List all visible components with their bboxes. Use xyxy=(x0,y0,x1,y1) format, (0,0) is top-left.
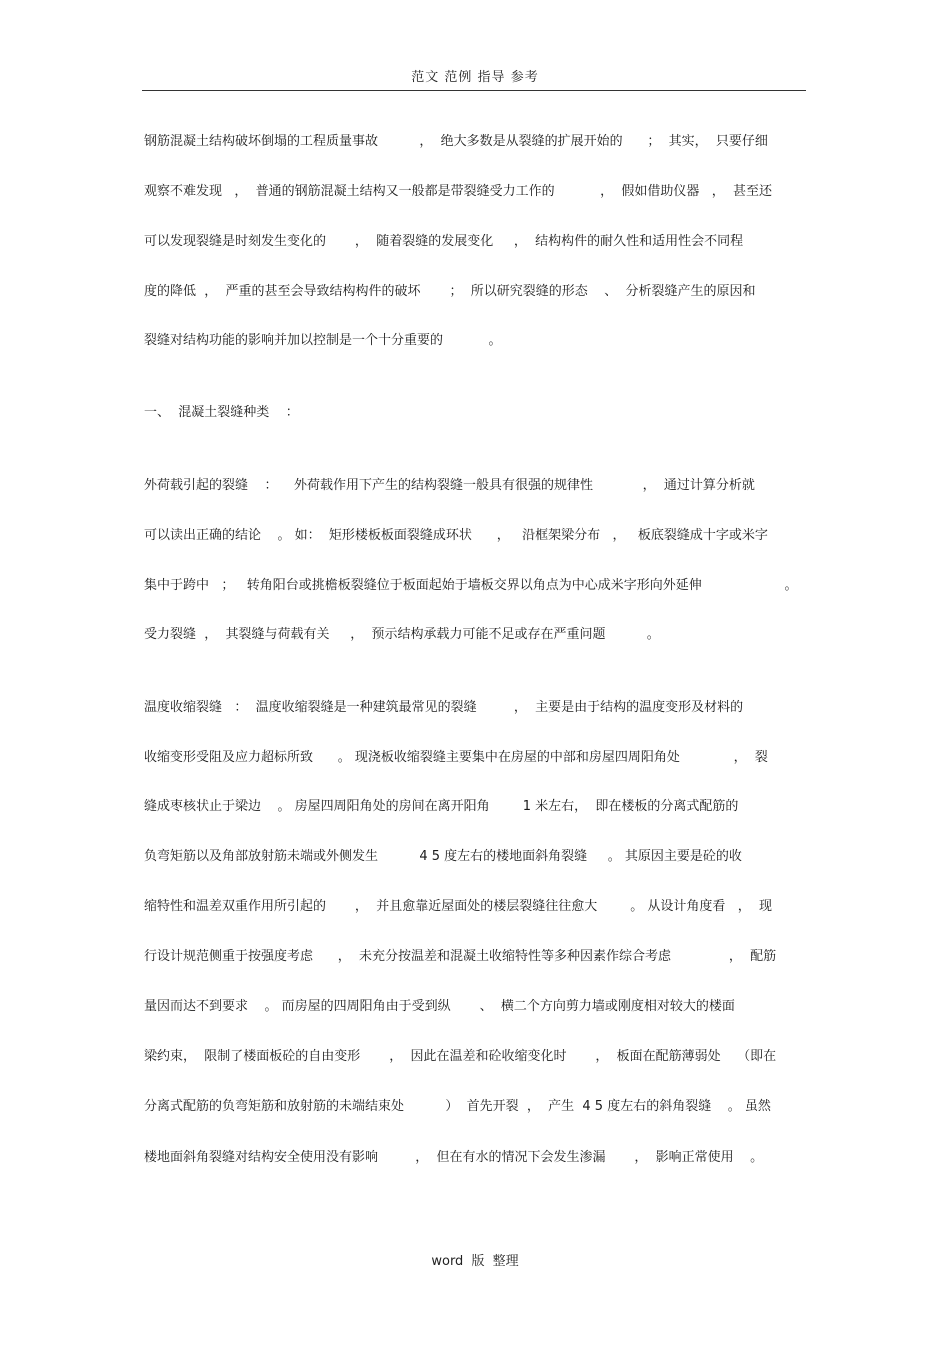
paragraph-3-line-1: 温度收缩裂缝 ： 温度收缩裂缝是一种建筑最常见的裂缝 ， 主要是由于结构的温度变形及材料的 xyxy=(144,700,744,715)
page-header: 范文 范例 指导 参考 xyxy=(411,70,539,85)
header-rule xyxy=(142,90,806,91)
paragraph-1-line-3: 可以发现裂缝是时刻发生变化的 ， 随着裂缝的发展变化 ， 结构构件的耐久性和适用性会不同程 xyxy=(144,234,744,249)
footer-word: word xyxy=(431,1254,464,1269)
paragraph-2-line-3: 集中于跨中 ； 转角阳台或挑檐板裂缝位于板面起始于墙板交界以角点为中心成米字形向外延伸 。 xyxy=(144,578,798,593)
paragraph-1-line-5: 裂缝对结构功能的影响并加以控制是一个十分重要的 。 xyxy=(144,333,502,348)
footer-zhengli: 整理 xyxy=(492,1254,519,1269)
paragraph-2-line-1: 外荷载引起的裂缝 ： 外荷载作用下产生的结构裂缝一般具有很强的规律性 ， 通过计算分析就 xyxy=(144,478,755,493)
footer-ban: 版 xyxy=(471,1254,485,1269)
section-heading: 一、 混凝土裂缝种类 ： xyxy=(144,405,299,420)
paragraph-2-line-2: 可以读出正确的结论 。 如： 矩形楼板板面裂缝成环状 ， 沿框架梁分布 ， 板底裂缝成十字或米字 xyxy=(144,528,768,543)
paragraph-3-line-6: 行设计规范侧重于按强度考虑 ， 未充分按温差和混凝土收缩特性等多种因素作综合考虑 ， 配筋 xyxy=(144,949,777,964)
paragraph-3-line-4: 负弯矩筋以及角部放射筋未端或外侧发生 4 5 度左右的楼地面斜角裂缝 。 其原因主要是砼的收 xyxy=(144,849,742,864)
paragraph-1-line-1: 钢筋混凝土结构破坏倒塌的工程质量事故 ， 绝大多数是从裂缝的扩展开始的 ； 其实， 只要仔细 xyxy=(144,134,768,149)
paragraph-1-line-2: 观察不难发现 ， 普通的钢筋混凝土结构又一般都是带裂缝受力工作的 ， 假如借助仪器 ， 甚至还 xyxy=(144,184,773,199)
paragraph-2-line-4: 受力裂缝 ， 其裂缝与荷载有关 ， 预示结构承载力可能不足或存在严重问题 。 xyxy=(144,627,660,642)
paragraph-3-line-2: 收缩变形受阻及应力超标所致 。 现浇板收缩裂缝主要集中在房屋的中部和房屋四周阳角处 ， 裂 xyxy=(144,750,768,765)
paragraph-3-line-9: 分离式配筋的负弯矩筋和放射筋的未端结束处 ） 首先开裂 ， 产生 4 5 度左右的斜角裂缝 。 虽然 xyxy=(144,1099,771,1114)
paragraph-3-line-10: 楼地面斜角裂缝对结构安全使用没有影响 ， 但在有水的情况下会发生渗漏 ， 影响正常使用 。 xyxy=(144,1150,764,1165)
paragraph-3-line-3: 缝成枣核状止于梁边 。 房屋四周阳角处的房间在离开阳角 1 米左右， 即在楼板的分离式配筋的 xyxy=(144,799,739,814)
paragraph-3-line-5: 缩特性和温差双重作用所引起的 ， 并且愈靠近屋面处的楼层裂缝往往愈大 。 从设计角度看 ， 现 xyxy=(144,899,773,914)
paragraph-1-line-4: 度的降低 ， 严重的甚至会导致结构构件的破坏 ； 所以研究裂缝的形态 、 分析裂缝产生的原因和 xyxy=(144,284,756,299)
paragraph-3-line-7: 量因而达不到要求 。 而房屋的四周阳角由于受到纵 、 横二个方向剪力墙或刚度相对较大的楼面 xyxy=(144,999,735,1014)
page-footer xyxy=(0,1250,950,1269)
paragraph-3-line-8: 梁约束， 限制了楼面板砼的自由变形 ， 因此在温差和砼收缩变化时 ， 板面在配筋薄弱处 （即在 xyxy=(144,1049,777,1064)
